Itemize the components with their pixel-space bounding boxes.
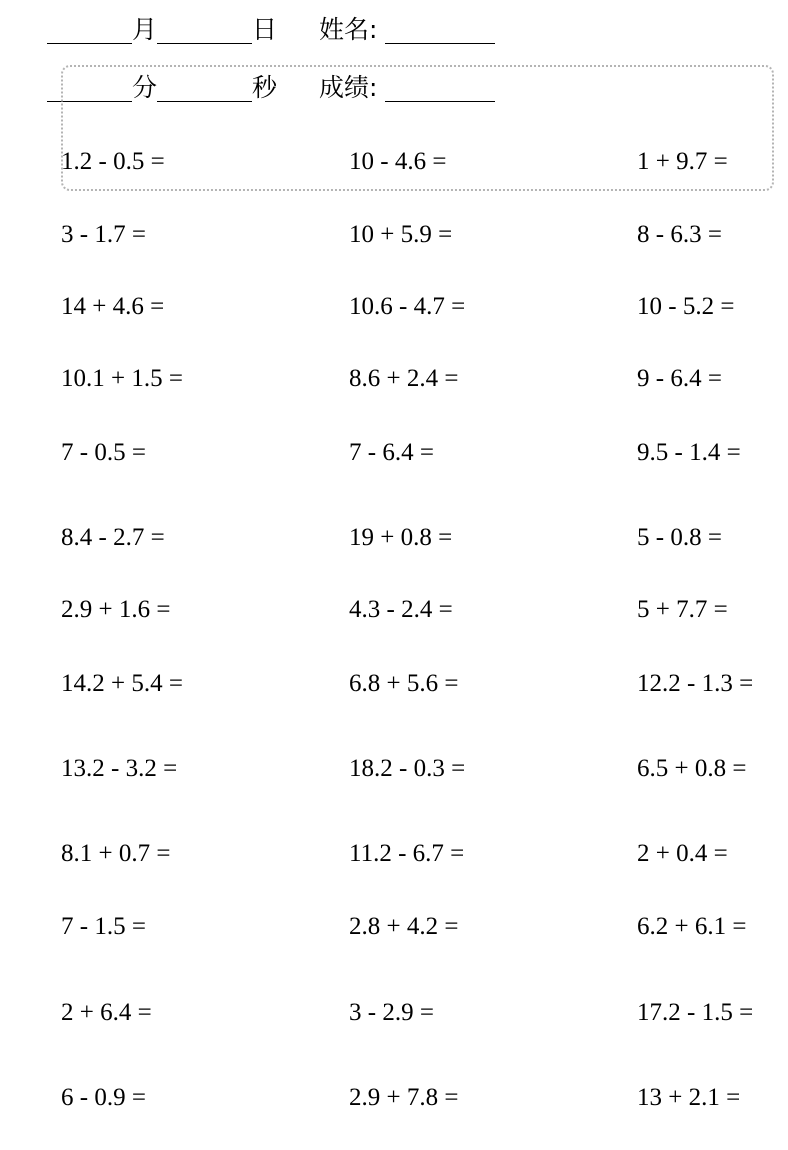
second-label: 秒 (252, 73, 278, 102)
name-label: 姓名: (319, 15, 378, 44)
minute-label: 分 (132, 73, 158, 102)
problem-r3-c1: 14 + 4.6 = (61, 293, 165, 320)
problem-r1-c2: 10 - 4.6 = (349, 148, 447, 175)
problem-r3-c3: 10 - 5.2 = (637, 293, 735, 320)
problem-r9-c3: 6.5 + 0.8 = (637, 755, 747, 782)
problem-r1-c1: 1.2 - 0.5 = (61, 148, 165, 175)
problem-r7-c3: 5 + 7.7 = (637, 596, 728, 623)
problem-r4-c1: 10.1 + 1.5 = (61, 365, 183, 392)
problem-r9-c2: 18.2 - 0.3 = (349, 755, 466, 782)
problem-r2-c2: 10 + 5.9 = (349, 221, 453, 248)
problem-r7-c1: 2.9 + 1.6 = (61, 596, 171, 623)
problem-r13-c3: 13 + 2.1 = (637, 1084, 741, 1111)
month-label: 月 (132, 15, 158, 44)
problem-r8-c1: 14.2 + 5.4 = (61, 670, 183, 697)
problem-r7-c2: 4.3 - 2.4 = (349, 596, 453, 623)
problem-r5-c3: 9.5 - 1.4 = (637, 439, 741, 466)
problem-r11-c2: 2.8 + 4.2 = (349, 913, 459, 940)
score-label: 成绩: (319, 73, 378, 102)
problem-r12-c3: 17.2 - 1.5 = (637, 999, 754, 1026)
problem-r3-c2: 10.6 - 4.7 = (349, 293, 466, 320)
problem-r8-c3: 12.2 - 1.3 = (637, 670, 754, 697)
day-label: 日 (252, 15, 278, 44)
day-blank[interactable] (157, 13, 252, 44)
problem-r13-c1: 6 - 0.9 = (61, 1084, 146, 1111)
problem-r5-c2: 7 - 6.4 = (349, 439, 434, 466)
problem-r9-c1: 13.2 - 3.2 = (61, 755, 178, 782)
problem-r10-c3: 2 + 0.4 = (637, 840, 728, 867)
problem-r11-c1: 7 - 1.5 = (61, 913, 146, 940)
problem-r2-c1: 3 - 1.7 = (61, 221, 146, 248)
name-blank[interactable] (385, 13, 495, 44)
problem-r8-c2: 6.8 + 5.6 = (349, 670, 459, 697)
problem-r12-c2: 3 - 2.9 = (349, 999, 434, 1026)
problem-r4-c3: 9 - 6.4 = (637, 365, 722, 392)
problem-r4-c2: 8.6 + 2.4 = (349, 365, 459, 392)
problem-r13-c2: 2.9 + 7.8 = (349, 1084, 459, 1111)
date-name-line (47, 8, 495, 44)
problem-r6-c2: 19 + 0.8 = (349, 524, 453, 551)
problem-r10-c1: 8.1 + 0.7 = (61, 840, 171, 867)
problem-r1-c3: 1 + 9.7 = (637, 148, 728, 175)
problem-r2-c3: 8 - 6.3 = (637, 221, 722, 248)
month-blank[interactable] (47, 13, 132, 44)
problem-r5-c1: 7 - 0.5 = (61, 439, 146, 466)
problem-r11-c3: 6.2 + 6.1 = (637, 913, 747, 940)
problem-r10-c2: 11.2 - 6.7 = (349, 840, 465, 867)
problem-r12-c1: 2 + 6.4 = (61, 999, 152, 1026)
problem-r6-c3: 5 - 0.8 = (637, 524, 722, 551)
problem-r6-c1: 8.4 - 2.7 = (61, 524, 165, 551)
